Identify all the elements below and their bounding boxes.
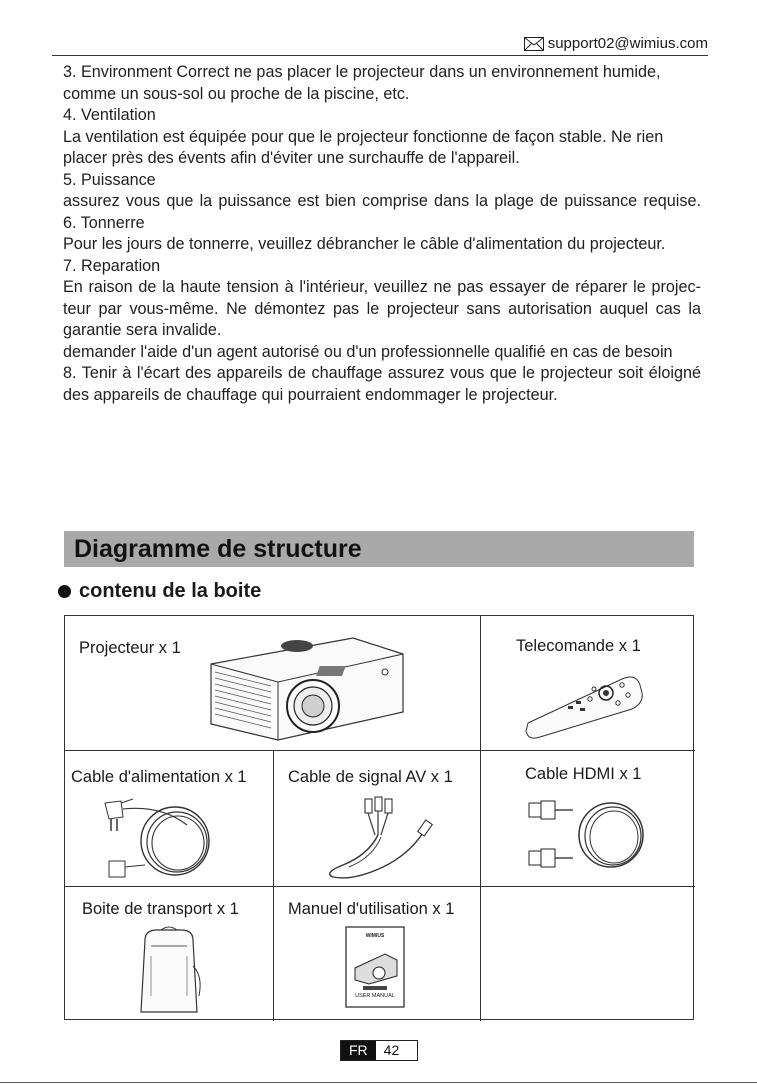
box-contents-grid xyxy=(64,615,694,1020)
heading-repair: 7. Reparation xyxy=(63,256,161,275)
manual-title: USER MANUAL xyxy=(355,993,395,999)
heading-ventilation: 4. Ventilation xyxy=(63,106,156,124)
paragraph-power: assurez vous que la puissance est bien comprise dans la plage de puissance requise. xyxy=(63,192,701,210)
paragraph-ventilation: La ventilation est équipée pour que le projecteur fonctionne de façon stable. Ne rien placer près des évents afin d'éviter une surchauffe de l'appareil. xyxy=(63,127,664,167)
bottom-rule xyxy=(0,1082,757,1083)
hdmi-cable-image xyxy=(525,795,655,880)
heading-power: 5. Puissance xyxy=(63,170,156,189)
paragraph-help: demander l'aide d'un agent autorisé ou d'un professionnelle qualifié en cas de besoin xyxy=(63,342,673,361)
page-header xyxy=(52,35,708,56)
label-hdmi-cable: Cable HDMI x 1 xyxy=(525,765,642,783)
bullet-icon xyxy=(58,585,71,598)
label-projector: Projecteur x 1 xyxy=(79,639,181,657)
power-cable-image xyxy=(101,795,221,885)
envelope-icon xyxy=(524,37,544,51)
paragraph-environment: 3. Environment Correct ne pas placer le projecteur dans un environnement humide, comme un sous-sol ou proche de la piscine, etc. xyxy=(63,63,661,103)
label-av-cable: Cable de signal AV x 1 xyxy=(288,768,453,786)
label-power-cable: Cable d'alimentation x 1 xyxy=(71,768,247,786)
section-subtitle xyxy=(58,579,261,603)
page-footer xyxy=(340,1040,418,1061)
paragraph-thunder: Pour les jours de tonnerre, veuillez débrancher le câble d'alimentation du projecteur. xyxy=(63,235,666,253)
label-remote: Telecomande x 1 xyxy=(516,637,641,655)
section-title: Diagramme de structure xyxy=(74,535,362,563)
paragraph-heating: 8. Tenir à l'écart des appareils de chauffage assurez vous que le projecteur soit éloigné des appareils de chauffage qui pourraient endommager le projecteur. xyxy=(63,364,701,404)
page-number: 42 xyxy=(376,1041,418,1060)
cell-remote xyxy=(480,616,695,750)
heading-thunder: 6. Tonnerre xyxy=(63,213,145,232)
av-cable-image xyxy=(313,795,443,880)
cell-hdmi-cable xyxy=(480,750,695,886)
cell-bag xyxy=(65,886,273,1021)
manual-brand: WIMIUS xyxy=(365,933,385,939)
manual-image xyxy=(345,926,405,1008)
language-badge: FR xyxy=(341,1041,376,1060)
paragraph-repair: En raison de la haute tension à l'intérieur, veuillez ne pas essayer de réparer le projec-teur par vous-même. Ne démontez pas le projecteur sans autorisation auquel cas la garantie sera invalide. xyxy=(63,278,701,339)
section-banner xyxy=(64,531,694,567)
subtitle-text: contenu de la boite xyxy=(79,580,262,602)
label-bag: Boite de transport x 1 xyxy=(82,900,239,918)
cell-projector xyxy=(65,616,480,750)
label-manual: Manuel d'utilisation x 1 xyxy=(288,900,455,918)
bag-image xyxy=(137,926,203,1018)
support-email[interactable] xyxy=(524,35,708,53)
projector-image xyxy=(203,624,413,744)
safety-instructions xyxy=(63,62,701,406)
remote-image xyxy=(524,671,644,741)
cell-power-cable xyxy=(65,750,273,886)
email-text: support02@wimius.com xyxy=(547,35,708,52)
cell-manual xyxy=(273,886,480,1021)
cell-av-cable xyxy=(273,750,480,886)
